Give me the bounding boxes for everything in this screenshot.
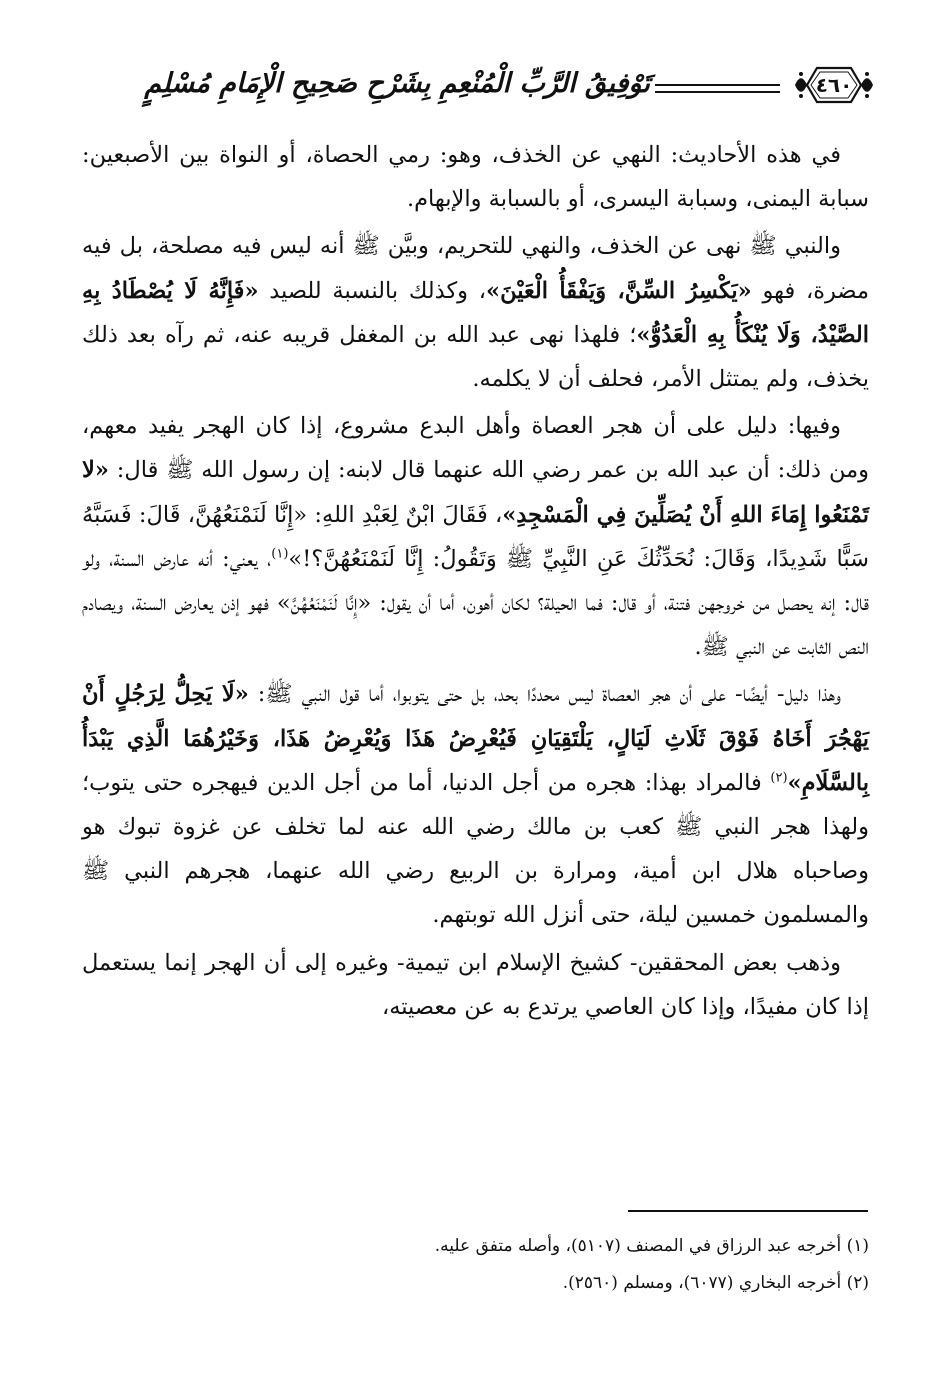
footnote-divider [628, 1210, 868, 1212]
paragraph-text: ؛ فلهذا نهى عبد الله بن المغفل قريبه عنه، ثم رآه بعد ذلك يخذف، ولم يمتثل الأمر، فحلف أن لا يكلمه. [82, 321, 869, 393]
footnote-ref: (٢) [770, 770, 788, 786]
paragraph-text: فالمراد بهذا: هجره من أجل الدنيا، أما من أجل الدين فيهجره حتى يتوب؛ ولهذا هجر النبي ﷺ كعب بن مالك رضي الله عنه لما تخلف عن غزوة تبوك هو وصاحباه هلال ابن أمية، ومرارة بن الربيع رضي الله عنهما، هجرهم النبي ﷺ والمسلمون خمسين ليلة، حتى أنزل الله توبتهم. [82, 769, 869, 929]
paragraph-3 [82, 404, 869, 669]
paragraph-text: وهذا دليل- أيضًا- على أن هجر العصاة ليس محددًا بحد، بل حتى يتوبوا، أما قول النبي ﷺ: [248, 681, 842, 708]
page-number: ٤٦٠ [815, 73, 853, 97]
page-header [80, 58, 875, 118]
hadith-quote: «يَكْسِرُ السِّنَّ، وَيَفْقَأُ الْعَيْنَ» [486, 277, 752, 304]
header-divider [655, 84, 780, 93]
hadith-quote: «لا تَمْنَعُوا إِمَاءَ اللهِ أَنْ يُصَلِّينَ فِي الْمَسْجِدِ» [82, 457, 869, 528]
footnote-2: (٢) أخرجه البخاري (٦٠٧٧)، ومسلم (٢٥٦٠). [562, 1273, 869, 1293]
paragraph-5 [82, 941, 869, 1029]
paragraph-text: والنبي ﷺ نهى عن الخذف، والنهي للتحريم، وبيَّن ﷺ أنه ليس فيه مصلحة، بل فيه مضرة، فهو [82, 233, 869, 304]
paragraph-2 [82, 224, 869, 401]
footnote-ref: (١) [271, 546, 289, 562]
hadith-quote: «لَا يَحِلُّ لِرَجُلٍ أَنْ يَهْجُرَ أَخَاهُ فَوْقَ ثَلَاثِ لَيَالٍ، يَلْتَقِيَانِ فَيُعْرِضُ هَذَا وَيُعْرِضُ هَذَا، وَخَيْرُهُمَا الَّذِي يَبْدَأُ بِالسَّلَامِ» [82, 681, 869, 796]
footnote-1: (١) أخرجه عبد الرزاق في المصنف (٥١٠٧)، وأصله متفق عليه. [434, 1236, 869, 1256]
page-number-ornament [793, 64, 875, 106]
paragraph-text: ، وكذلك بالنسبة للصيد [258, 277, 487, 304]
paragraph-text: وذهب بعض المحققين- كشيخ الإسلام ابن تيمية- وغيره إلى أن الهجر إنما يستعمل إذا كان مفيدًا، وإذا كان العاصي يرتدع به عن معصيته، [82, 949, 869, 1020]
book-title: تَوْفِيقُ الرَّبِّ الْمُنْعِمِ بِشَرْحِ صَحِيحِ الْإِمَامِ مُسْلِمٍ [144, 68, 650, 99]
paragraph-text: في هذه الأحاديث: النهي عن الخذف، وهو: رمي الحصاة، أو النواة بين الأصبعين: سبابة اليمنى، وسبابة اليسرى، أو بالسبابة والإبهام. [82, 142, 869, 213]
paragraph-4 [82, 672, 869, 937]
main-text [82, 133, 869, 1032]
paragraph-1 [82, 133, 869, 221]
paragraph-text: وفيها: دليل على أن هجر العصاة وأهل البدع مشروع، إذا كان الهجر يفيد معهم، ومن ذلك: أن عبد الله بن عمر رضي الله عنهما قال لابنه: إن رسول الله ﷺ قال: [82, 413, 869, 484]
paragraph-text: ، فَقَالَ ابْنٌ لِعَبْدِ اللهِ: «إِنَّا لَنَمْنَعُهُنَّ، قَالَ: فَسَبَّهُ سَبًّا شَدِيدًا، وَقَالَ: نُحَدِّثُكَ عَنِ النَّبِيِّ ﷺ وَتَقُولُ: إِنَّا لَنَمْنَعُهُنَّ؟!» [82, 501, 869, 572]
paragraph-text: ، يعني: أنه عارض السنة، ولو قال: إنه يحصل من خروجهن فتنة، أو قال: فما الحيلة؟ لكان أهون، أما أن يقول: «إِنَّا لَنَمْنَعُهُنَّ» فهو إذن يعارض السنة، ويصادم النص الثابت عن النبي ﷺ. [82, 545, 869, 661]
hadith-quote: «فَإِنَّهُ لَا يُصْطَادُ بِهِ الصَّيْدُ، وَلَا يُنْكَأُ بِهِ الْعَدُوُّ» [82, 277, 870, 348]
footnotes [82, 1228, 869, 1302]
